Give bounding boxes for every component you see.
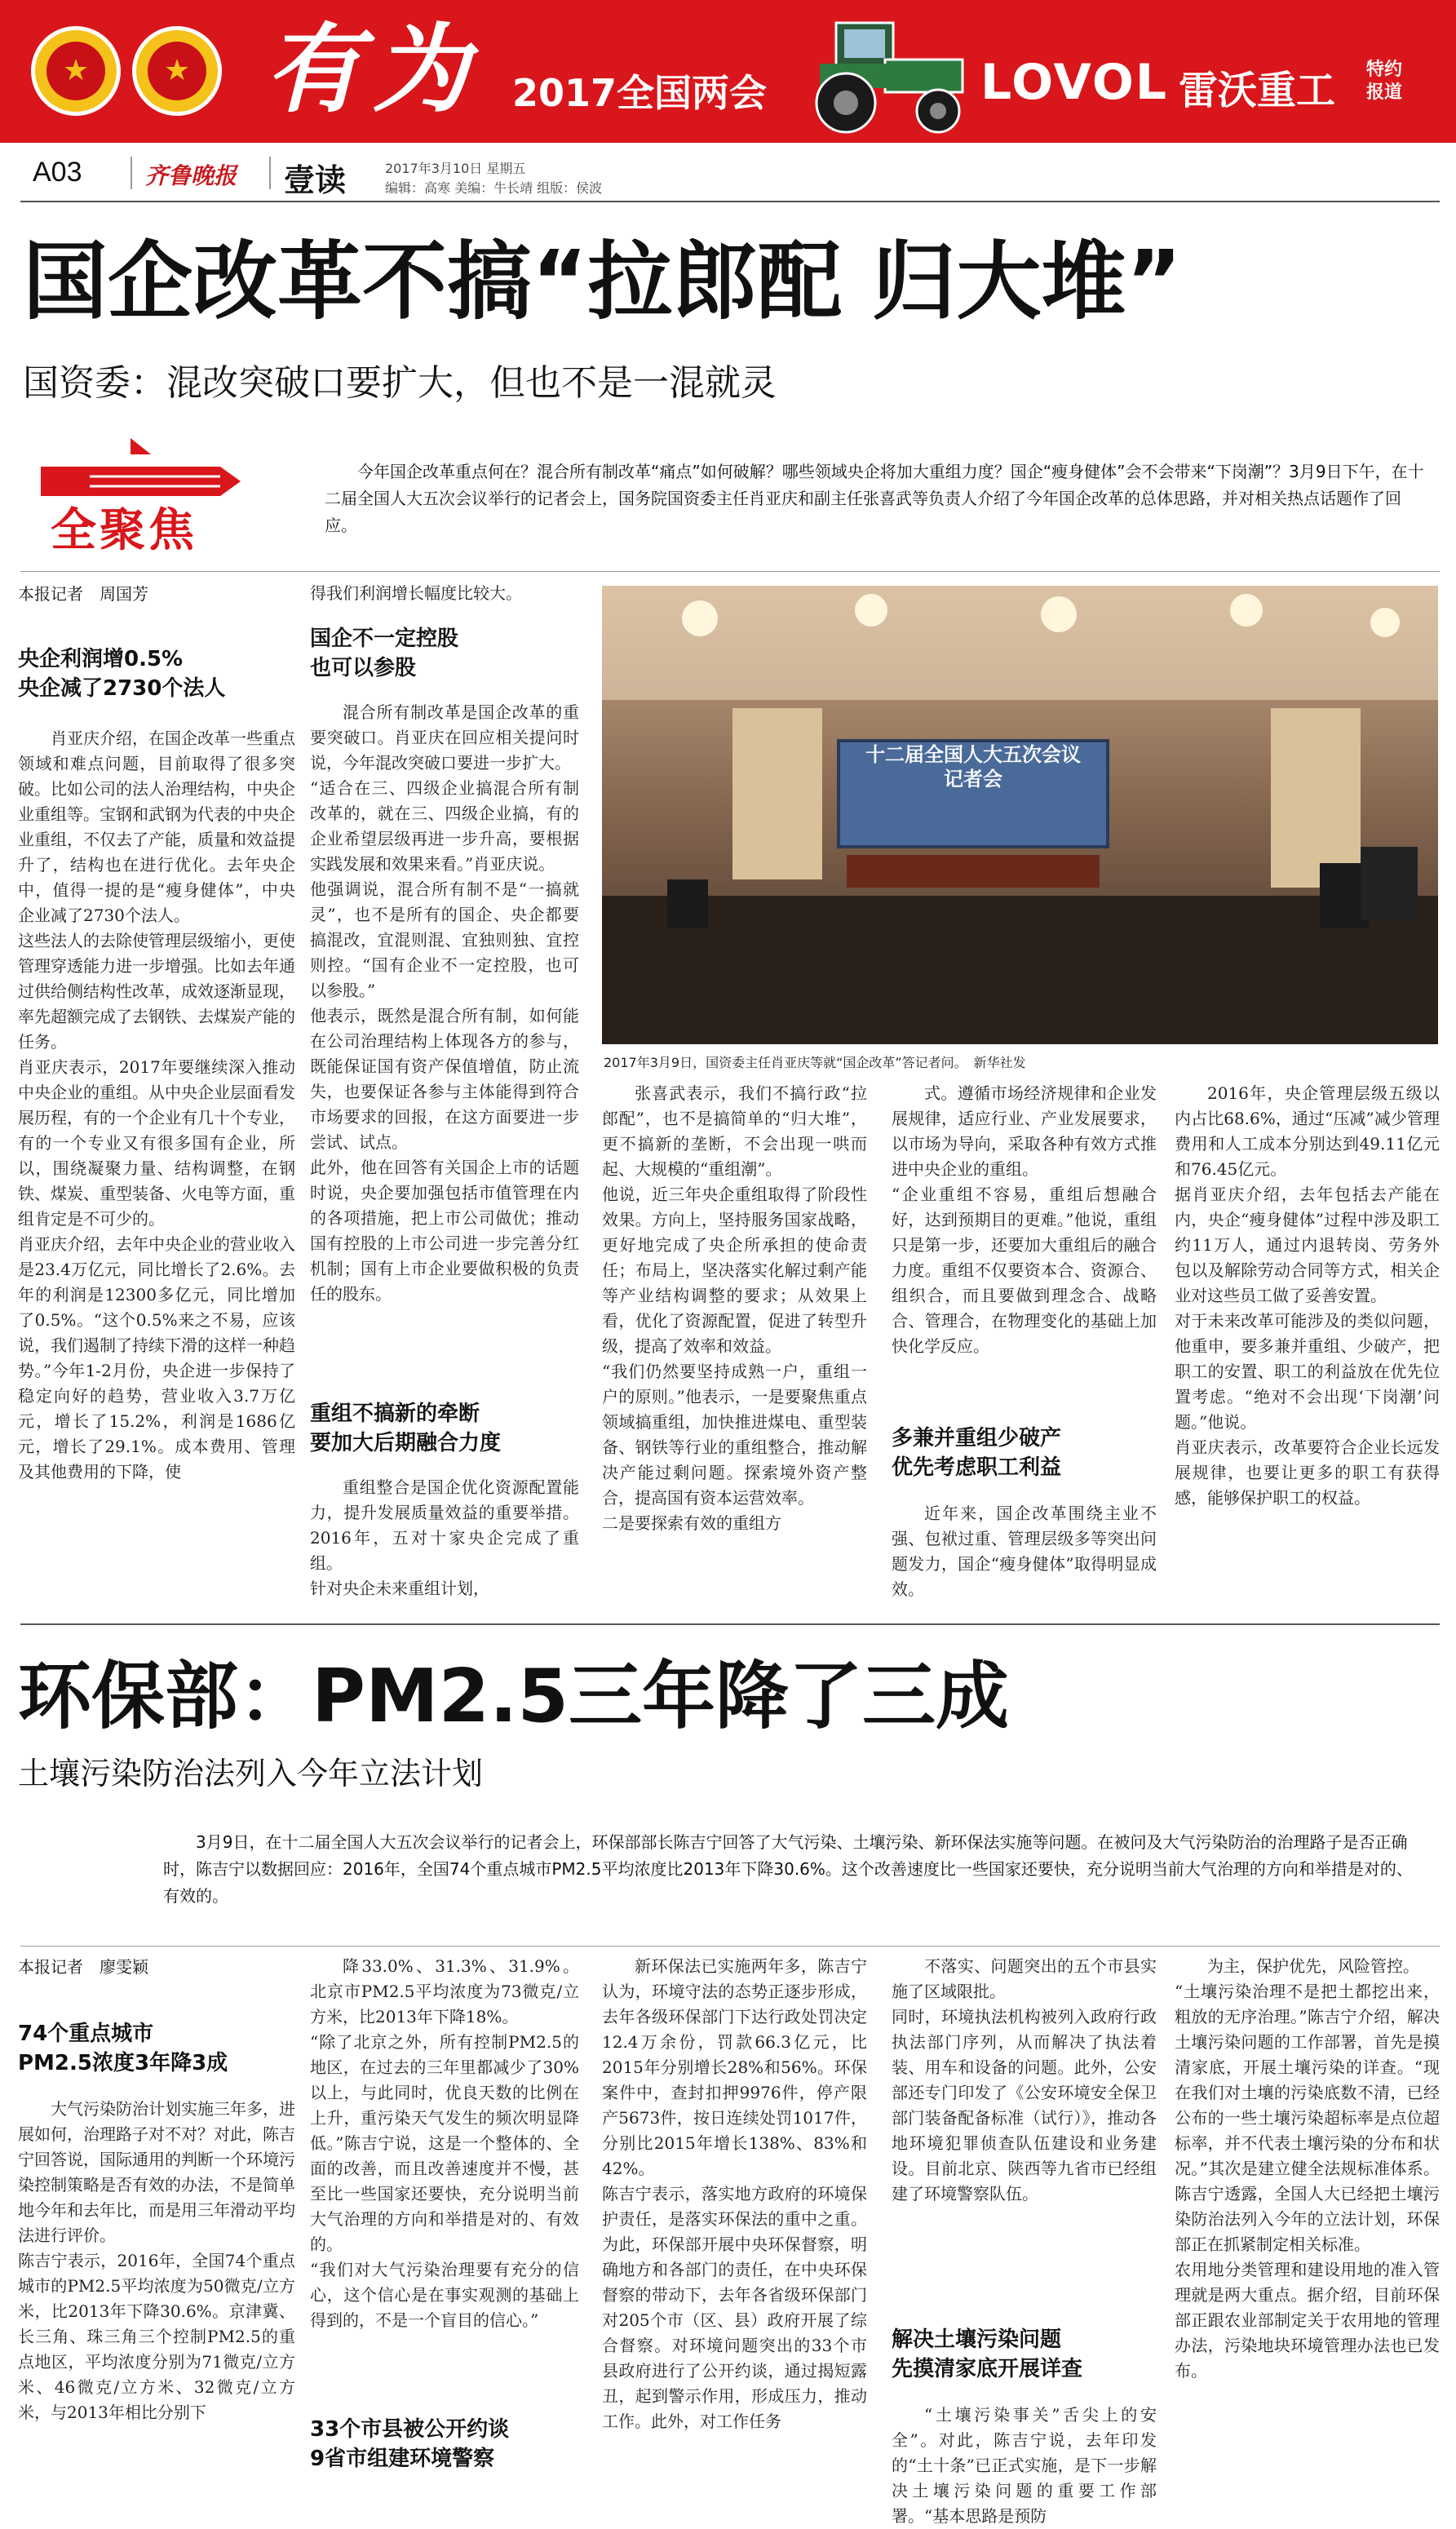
- photo-caption: 2017年3月9日，国资委主任肖亚庆等就“国企改革”答记者问。 新华社发: [604, 1055, 1026, 1070]
- story1-col2-heading1: 国企不一定控股 也可以参股: [310, 627, 459, 680]
- photo-screen-text: 十二届全国人大五次会议 记者会: [865, 743, 1081, 791]
- story2-col5-text: 为主，保护优先，风险管控。 “土壤污染治理不是把土都挖出来，粗放的无序治理。”陈吉宁介绍，解决土壤污染问题的工作部署，首先是摸清家底，开展土壤污染的详查。“现在我们对土壤的污染底数不清，已经公布的一些土壤污染超标率是点位超标率，并不代表土壤污染的分布和状况。”其次是建立健全法规标准体系。陈吉宁透露，全国人大已经把土壤污染防治法列入今年的立法计划，环保部正在抓紧制定相关标准。 农用地分类管理和建设用地的准入管理就是两大重点。据介绍，目前环保部正跟农业部制定关于农用地的管理办法，污染地块环境管理办法也已发布。: [1175, 1956, 1440, 2381]
- story1-subheadline: 国资委：混改突破口要扩大，但也不是一混就灵: [23, 362, 777, 404]
- issue-date: 2017年3月10日 星期五: [385, 161, 526, 176]
- tractor-icon: [787, 15, 975, 135]
- editor-credits: 编辑：高寒 美编：牛长靖 组版：侯波: [385, 180, 603, 196]
- lead-rule: [20, 1946, 1440, 1947]
- story2-lead: 3月9日，在十二届全国人大五次会议举行的记者会上，环保部部长陈吉宁回答了大气污染、土壤污染、新环保法实施等问题。在被问及大气污染防治的治理路子是否正确时，陈吉宁以数据回应：2016年，全国74个重点城市PM2.5平均浓度比2013年下降30.6%。这个改善速度比一些国家还要快，充分说明当前大气治理的方向和举措是对的、有效的。: [163, 1832, 1413, 1906]
- banner-event: 2017全国两会: [512, 71, 768, 115]
- story2-col4-text: 不落实、问题突出的五个市县实施了区域限批。 同时，环境执法机构被列入政府行政执法部门序列，从而解决了执法着装、用车和设备的问题。此外，公安部还专门印发了《公安环境安全保卫部门装备配备标准（试行）》，推动各地环境犯罪侦查队伍建设和业务建设。目前北京、陕西等九省市已经组建了环境警察队伍。: [892, 1956, 1157, 2203]
- story1-col2-text2: 重组整合是国企优化资源配置能力，提升发展质量效益的重要举措。2016年，五对十家央企完成了重组。 针对央企未来重组计划，: [310, 1477, 579, 1598]
- masthead-banner: [0, 0, 1456, 143]
- header-rule: [20, 201, 1440, 202]
- story1-col1-text: 肖亚庆介绍，在国企改革一些重点领域和难点问题，目前取得了很多突破。比如公司的法人治理结构，中央企业重组等。宝钢和武钢为代表的中央企业重组，不仅去了产能，质量和效益提升了，结构也在进行优化。去年央企中，值得一提的是“瘦身健体”，中央企业减了2730个法人。 这些法人的去除使管理层级缩小，更使管理穿透能力进一步增强。比如去年通过供给侧结构性改革，成效逐渐显现，率先超额完成了去钢铁、去煤炭产能的任务。 肖亚庆表示，2017年要继续深入推动中央企业的重组。从中央企业层面看发展历程，有的一个企业有几十个专业，有的一个专业又有很多国有企业，所以，围绕凝聚力量、结构调整，在钢铁、煤炭、重型装备、火电等方面，重组肯定是不可少的。 肖亚庆介绍，去年中央企业的营业收入是23.4万亿元，同比增长了2.6%。去年的利润是12300多亿元，同比增加了0.5%。“这个0.5%来之不易，应该说，我们遏制了持续下滑的这样一种趋势。”今年1-2月份，央企进一步保持了稳定向好的趋势，营业收入3.7万亿元，增长了15.2%，利润是1686亿元，增长了29.1%。成本费用、管理及其他费用的下降，使: [18, 729, 295, 1482]
- story1-col4-text: 式。遵循市场经济规律和企业发展规律，适应行业、产业发展要求，以市场为导向，采取各种有效方式推进中央企业的重组。 “企业重组不容易，重组后想融合好，达到预期目的更难。”他说，重组只是第一步，还要加大重组后的融合力度。重组不仅要资本合、资源合、组织合，而且要做到理念合、战略合、管理合，在物理变化的基础上加快化学反应。: [892, 1083, 1157, 1356]
- divider: [269, 157, 271, 189]
- story1-col4-text2: 近年来，国企改革围绕主业不强、包袱过重、管理层级多等突出问题发力，国企“瘦身健体”取得明显成效。: [892, 1504, 1157, 1599]
- banner-title: 有为: [265, 12, 481, 126]
- cppcc-emblem-icon: ★: [132, 26, 222, 116]
- story1-col3-text: 张喜武表示，我们不搞行政“拉郎配”，也不是搞简单的“归大堆”，更不搞新的垄断，不会出现一哄而起、大规模的“重组潮”。 他说，近三年央企重组取得了阶段性效果。方向上，坚持服务国家战略，更好地完成了央企所承担的使命责任；布局上，坚决落实化解过剩产能等产业结构调整的要求；从效果上看，优化了资源配置，促进了转型升级，提高了效率和效益。 “我们仍然要坚持成熟一户，重组一户的原则。”他表示，一是要聚焦重点领域搞重组，加快推进煤电、重型装备、钢铁等行业的重组整合，推动解决产能过剩问题。探索境外资产整合，提高国有资本运营效率。 二是要探索有效的重组方: [602, 1083, 867, 1533]
- story1-byline: 本报记者 周国芳: [18, 584, 148, 604]
- newspaper-name: 齐鲁晚报: [145, 162, 237, 189]
- press-conference-photo: [602, 586, 1438, 1044]
- story2-col4-text2: “土壤污染事关”舌尖上的安全”。对此，陈吉宁说，去年印发的“土十条”已正式实施，是下一步解决土壤污染问题的重要工作部署。“基本思路是预防: [892, 2405, 1157, 2526]
- story2-col1-heading: 74个重点城市 PM2.5浓度3年降3成: [18, 2022, 228, 2075]
- sponsor-name: 雷沃重工: [1179, 68, 1336, 113]
- national-emblem-icon: ★: [31, 26, 121, 116]
- story2-byline: 本报记者 廖雯颖: [18, 1957, 148, 1977]
- story2-col2-heading: 33个市县被公开约谈 9省市组建环境警察: [310, 2417, 510, 2471]
- focus-tag: 全聚焦: [51, 504, 197, 557]
- sponsor-logo: LOVOL: [980, 54, 1169, 111]
- story1-col2-text1: 混合所有制改革是国企改革的重要突破口。肖亚庆在回应相关提问时说，今年混改突破口要进一步扩大。 “适合在三、四级企业搞混合所有制改革的，就在三、四级企业搞，有的企业希望层级再进一步升高，要根据实践发展和效果来看。”肖亚庆说。 他强调说，混合所有制不是“一搞就灵”，也不是所有的国企、央企都要搞混改，宜混则混、宜独则独、宜控则控。“国有企业不一定控股，也可以参股。” 他表示，既然是混合所有制，如何能在公司治理结构上体现各方的参与，既能保证国有资产保值增值，防止流失，也要保证各参与主体能得到符合市场要求的回报，在这方面要进一步尝试、试点。 此外，他在回答有关国企上市的话题时说，央企要加强包括市值管理在内的各项措施，把上市公司做优；推动国有控股的上市公司进一步完善分红机制；国有上市企业要做积极的负责任的股东。: [310, 702, 579, 1304]
- lead-rule: [20, 571, 1440, 572]
- story1-headline: 国企改革不搞“拉郎配 归大堆”: [23, 232, 1182, 331]
- story1-col2-heading2: 重组不搞新的牵断 要加大后期融合力度: [310, 1402, 502, 1455]
- story2-col4-heading: 解决土壤污染问题 先摸清家底开展详查: [892, 2327, 1083, 2381]
- section-name: 壹读: [284, 162, 347, 198]
- story2-col3-text: 新环保法已实施两年多，陈吉宁认为，环境守法的态势正逐步形成，去年各级环保部门下达行政处罚决定12.4万余份，罚款66.3亿元，比2015年分别增长28%和56%。环保案件中，查封扣押9976件，停产限产5673件，按日连续处罚1017件，分别比2015年增长138%、83%和42%。 陈吉宁表示，落实地方政府的环境保护责任，是落实环保法的重中之重。为此，环保部开展中央环保督察，明确地方和各部门的责任，在中央环保督察的带动下，去年各省级环保部门对205个市（区、县）政府开展了综合督察。对环境问题突出的33个市县政府进行了公开约谈，通过揭短露丑，起到警示作用，形成压力，推动工作。此外，对工作任务: [602, 1956, 867, 2431]
- story-divider: [20, 1623, 1440, 1625]
- story2-col2-text: 降33.0%、31.3%、31.9%。北京市PM2.5平均浓度为73微克/立方米，比2013年下降18%。 “除了北京之外，所有控制PM2.5的地区，在过去的三年里都减少了30%以上，与此同时，优良天数的比例在上升，重污染天气发生的频次明显降低。”陈吉宁说，这是一个整体的、全面的改善，而且改善速度并不慢，甚至比一些国家还要快，充分说明当前大气治理的方向和举措是对的、有效的。 “我们对大气污染治理要有充分的信心，这个信心是在事实观测的基础上得到的，不是一个盲目的信心。”: [310, 1956, 579, 2330]
- special-report-label: 特约报道: [1366, 60, 1403, 103]
- story1-col5-text: 2016年，央企管理层级五级以内占比68.6%，通过“压减”减少管理费用和人工成本分别达到49.11亿元和76.45亿元。 据肖亚庆介绍，去年包括去产能在内，央企“瘦身健体”过程中涉及职工约11万人，通过内退转岗、劳务外包以及解除劳动合同等方式，相关企业对这些员工做了妥善安置。 对于未来改革可能涉及的类似问题，他重申，要多兼并重组、少破产，把职工的安置、职工的利益放在优先位置考虑。“绝对不会出现‘下岗潮’问题。”他说。 肖亚庆表示，改革要符合企业长远发展规律，也要让更多的职工有获得感，能够保护职工的权益。: [1175, 1083, 1440, 1508]
- story1-col1-heading: 央企利润增0.5% 央企减了2730个法人: [18, 647, 226, 701]
- story2-subheadline: 土壤污染防治法列入今年立法计划: [18, 1756, 484, 1792]
- story2-headline: 环保部：PM2.5三年降了三成: [18, 1654, 1009, 1739]
- page-number: A03: [33, 157, 82, 188]
- story1-col2-text-top: 得我们利润增长幅度比较大。: [310, 583, 522, 603]
- story1-lead: 今年国企改革重点何在？混合所有制改革“痛点”如何破解？哪些领域央企将加大重组力度？国企“瘦身健体”会不会带来“下岗潮”？3月9日下午，在十二届全国人大五次会议举行的记者会上，国务院国资委主任肖亚庆和副主任张喜武等负责人介绍了今年国企改革的总体思路，并对相关热点话题作了回应。: [325, 462, 1424, 535]
- divider: [131, 157, 132, 189]
- story1-col4-heading: 多兼并重组少破产 优先考虑职工利益: [892, 1426, 1062, 1480]
- story2-col1-text: 大气污染防治计划实施三年多，进展如何，治理路子对不对？对此，陈吉宁回答说，国际通用的判断一个环境污染控制策略是否有效的办法，不是简单地今年和去年比，而是用三年滑动平均法进行评价。 陈吉宁表示，2016年，全国74个重点城市的PM2.5平均浓度为50微克/立方米，比2013年下降30.6%。京津冀、长三角、珠三角三个控制PM2.5的重点地区，平均浓度分别为71微克/立方米、46微克/立方米、32微克/立方米，与2013年相比分别下: [18, 2099, 295, 2422]
